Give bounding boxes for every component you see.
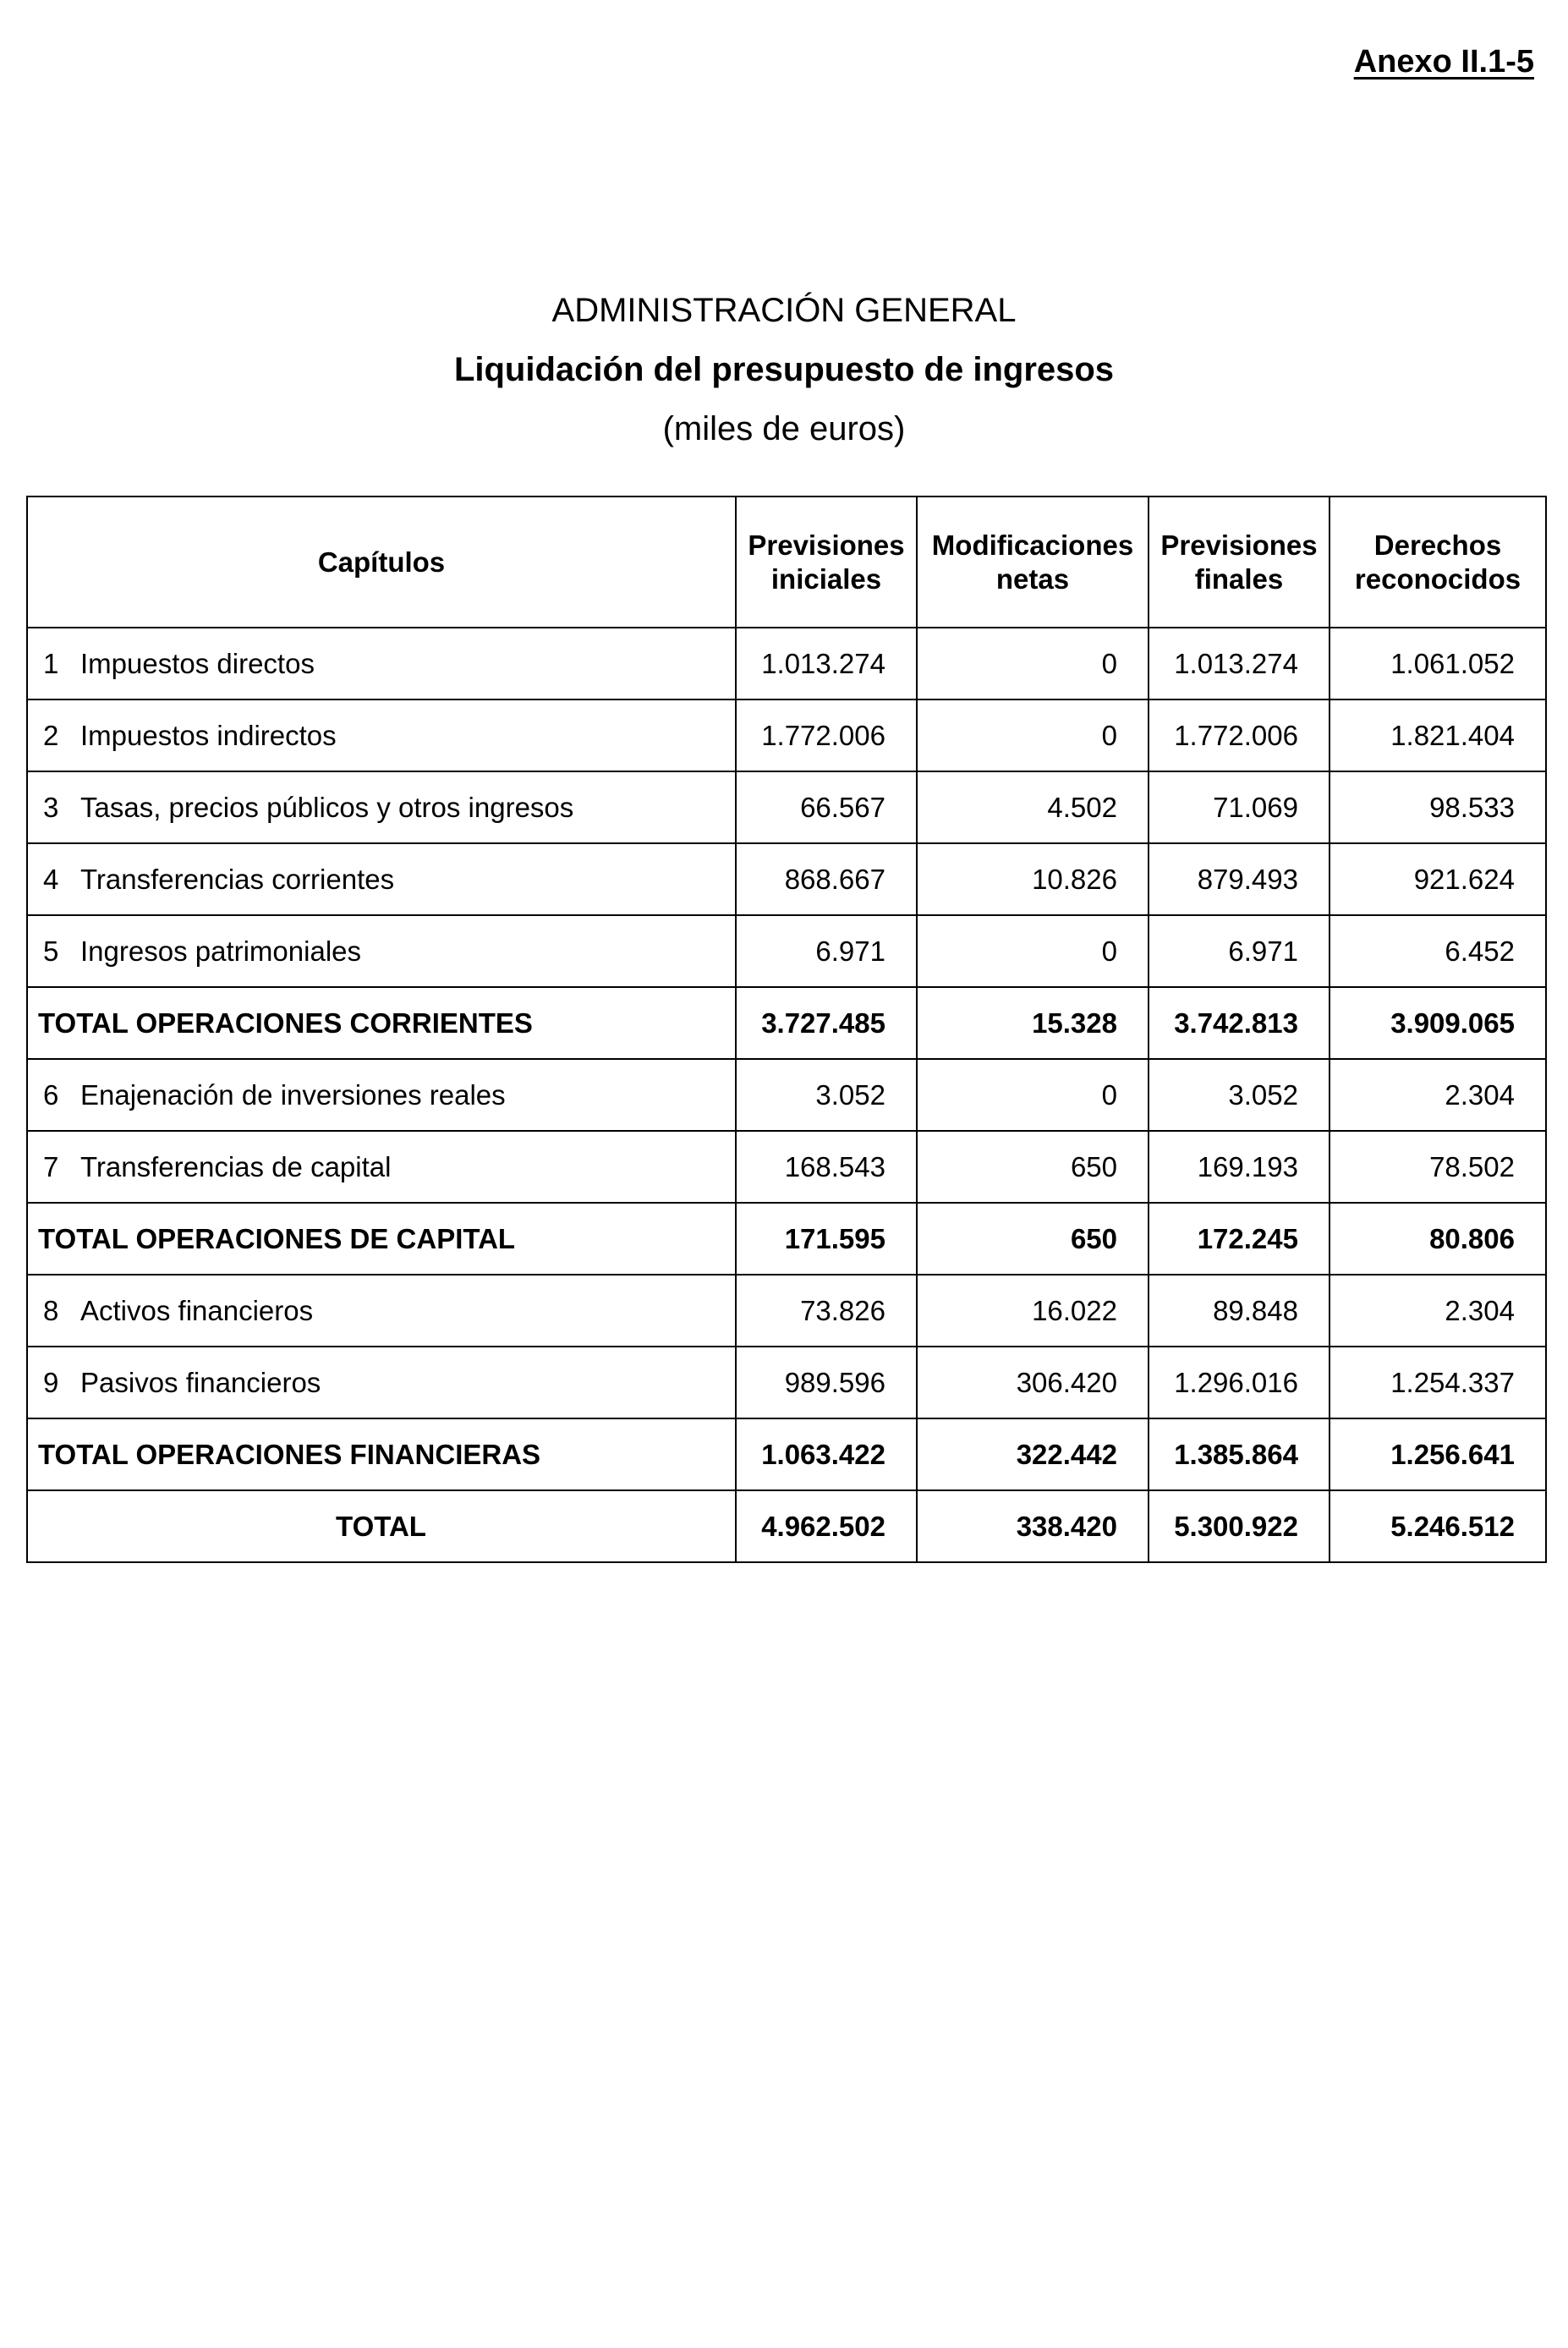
cell-previsiones-iniciales: 171.595	[736, 1203, 917, 1275]
subtotal-label: TOTAL OPERACIONES CORRIENTES	[27, 987, 736, 1059]
cell-derechos-reconocidos: 921.624	[1330, 843, 1546, 915]
cell-previsiones-finales: 1.772.006	[1149, 699, 1330, 771]
cell-previsiones-finales: 6.971	[1149, 915, 1330, 987]
grand-total-label: TOTAL	[27, 1490, 736, 1562]
cell-previsiones-iniciales: 3.052	[736, 1059, 917, 1131]
cell-previsiones-iniciales: 6.971	[736, 915, 917, 987]
cell-previsiones-finales: 1.296.016	[1149, 1347, 1330, 1418]
cell-modificaciones-netas: 650	[917, 1131, 1149, 1203]
chapter-name: Enajenación de inversiones reales	[80, 1078, 506, 1111]
chapter-name: Pasivos financieros	[80, 1366, 321, 1398]
header-line: iniciales	[770, 562, 882, 595]
cell-modificaciones-netas: 650	[917, 1203, 1149, 1275]
header-line: netas	[995, 562, 1070, 595]
cell-previsiones-finales: 3.052	[1149, 1059, 1330, 1131]
header-derechos-reconocidos	[1330, 496, 1546, 628]
row-label	[27, 628, 736, 699]
chapter-name: Impuestos directos	[80, 647, 315, 679]
row-label	[27, 1131, 736, 1203]
budget-table	[26, 496, 1547, 1563]
cell-previsiones-finales: 1.013.274	[1149, 628, 1330, 699]
table-row	[27, 915, 1546, 987]
cell-modificaciones-netas: 0	[917, 628, 1149, 699]
cell-derechos-reconocidos: 98.533	[1330, 771, 1546, 843]
header-line: Derechos	[1373, 529, 1502, 561]
header-line: Previsiones	[748, 529, 905, 561]
cell-derechos-reconocidos: 1.256.641	[1330, 1418, 1546, 1490]
cell-previsiones-iniciales: 4.962.502	[736, 1490, 917, 1562]
chapter-number: 3	[43, 791, 59, 823]
chapter-name: Transferencias de capital	[80, 1150, 392, 1182]
cell-previsiones-finales: 5.300.922	[1149, 1490, 1330, 1562]
table-row	[27, 1059, 1546, 1131]
header-row	[27, 496, 1546, 628]
chapter-number: 8	[43, 1294, 59, 1326]
header-line: reconocidos	[1354, 562, 1521, 595]
row-label	[27, 1347, 736, 1418]
table-row	[27, 1275, 1546, 1347]
cell-previsiones-finales: 1.385.864	[1149, 1418, 1330, 1490]
cell-modificaciones-netas: 322.442	[917, 1418, 1149, 1490]
cell-modificaciones-netas: 15.328	[917, 987, 1149, 1059]
row-label	[27, 771, 736, 843]
subtotal-row	[27, 1203, 1546, 1275]
cell-previsiones-finales: 879.493	[1149, 843, 1330, 915]
chapter-number: 6	[43, 1078, 59, 1111]
table-row	[27, 843, 1546, 915]
cell-previsiones-iniciales: 1.013.274	[736, 628, 917, 699]
table-row	[27, 1347, 1546, 1418]
cell-derechos-reconocidos: 2.304	[1330, 1275, 1546, 1347]
cell-modificaciones-netas: 0	[917, 699, 1149, 771]
document-title: ADMINISTRACIÓN GENERAL	[551, 292, 1017, 329]
subtotal-row	[27, 1418, 1546, 1490]
cell-previsiones-finales: 89.848	[1149, 1275, 1330, 1347]
cell-previsiones-iniciales: 168.543	[736, 1131, 917, 1203]
units-note: (miles de euros)	[662, 410, 906, 447]
cell-previsiones-iniciales: 1.063.422	[736, 1418, 917, 1490]
row-label	[27, 1059, 736, 1131]
header-line: finales	[1194, 562, 1284, 595]
cell-previsiones-iniciales: 73.826	[736, 1275, 917, 1347]
cell-previsiones-iniciales: 66.567	[736, 771, 917, 843]
grand-total-row	[27, 1490, 1546, 1562]
subtotal-label: TOTAL OPERACIONES DE CAPITAL	[27, 1203, 736, 1275]
cell-previsiones-iniciales: 989.596	[736, 1347, 917, 1418]
table-body	[27, 628, 1546, 1562]
subtotal-row	[27, 987, 1546, 1059]
header-capitulos: Capítulos	[27, 496, 736, 628]
document-subtitle: Liquidación del presupuesto de ingresos	[453, 351, 1115, 388]
cell-derechos-reconocidos: 1.821.404	[1330, 699, 1546, 771]
cell-previsiones-iniciales: 3.727.485	[736, 987, 917, 1059]
cell-modificaciones-netas: 16.022	[917, 1275, 1149, 1347]
table-row	[27, 771, 1546, 843]
cell-modificaciones-netas: 0	[917, 915, 1149, 987]
header-line: Previsiones	[1160, 529, 1318, 561]
row-label	[27, 843, 736, 915]
cell-modificaciones-netas: 338.420	[917, 1490, 1149, 1562]
cell-previsiones-finales: 172.245	[1149, 1203, 1330, 1275]
cell-previsiones-finales: 71.069	[1149, 771, 1330, 843]
cell-derechos-reconocidos: 1.061.052	[1330, 628, 1546, 699]
row-label	[27, 699, 736, 771]
cell-modificaciones-netas: 10.826	[917, 843, 1149, 915]
header-previsiones-iniciales	[736, 496, 917, 628]
cell-previsiones-iniciales: 868.667	[736, 843, 917, 915]
chapter-number: 4	[43, 863, 59, 895]
chapter-number: 2	[43, 719, 59, 751]
chapter-number: 5	[43, 935, 59, 967]
table-row	[27, 1131, 1546, 1203]
cell-derechos-reconocidos: 5.246.512	[1330, 1490, 1546, 1562]
table-row	[27, 628, 1546, 699]
cell-previsiones-finales: 169.193	[1149, 1131, 1330, 1203]
table-row	[27, 699, 1546, 771]
cell-derechos-reconocidos: 3.909.065	[1330, 987, 1546, 1059]
row-label	[27, 1275, 736, 1347]
row-label	[27, 915, 736, 987]
chapter-number: 9	[43, 1366, 59, 1398]
chapter-number: 1	[43, 647, 59, 679]
table-header	[27, 496, 1546, 628]
cell-previsiones-iniciales: 1.772.006	[736, 699, 917, 771]
header-previsiones-finales	[1149, 496, 1330, 628]
annex-reference: Anexo II.1-5	[1353, 44, 1534, 80]
chapter-name: Transferencias corrientes	[80, 863, 395, 895]
cell-derechos-reconocidos: 1.254.337	[1330, 1347, 1546, 1418]
subtotal-label: TOTAL OPERACIONES FINANCIERAS	[27, 1418, 736, 1490]
cell-derechos-reconocidos: 2.304	[1330, 1059, 1546, 1131]
chapter-name: Tasas, precios públicos y otros ingresos	[80, 791, 574, 823]
cell-modificaciones-netas: 4.502	[917, 771, 1149, 843]
cell-derechos-reconocidos: 6.452	[1330, 915, 1546, 987]
cell-previsiones-finales: 3.742.813	[1149, 987, 1330, 1059]
cell-modificaciones-netas: 0	[917, 1059, 1149, 1131]
cell-derechos-reconocidos: 78.502	[1330, 1131, 1546, 1203]
chapter-name: Impuestos indirectos	[80, 719, 337, 751]
chapter-name: Ingresos patrimoniales	[80, 935, 361, 967]
header-modificaciones-netas	[917, 496, 1149, 628]
chapter-name: Activos financieros	[80, 1294, 314, 1326]
cell-modificaciones-netas: 306.420	[917, 1347, 1149, 1418]
chapter-number: 7	[43, 1150, 59, 1182]
header-line: Modificaciones	[931, 529, 1134, 561]
cell-derechos-reconocidos: 80.806	[1330, 1203, 1546, 1275]
